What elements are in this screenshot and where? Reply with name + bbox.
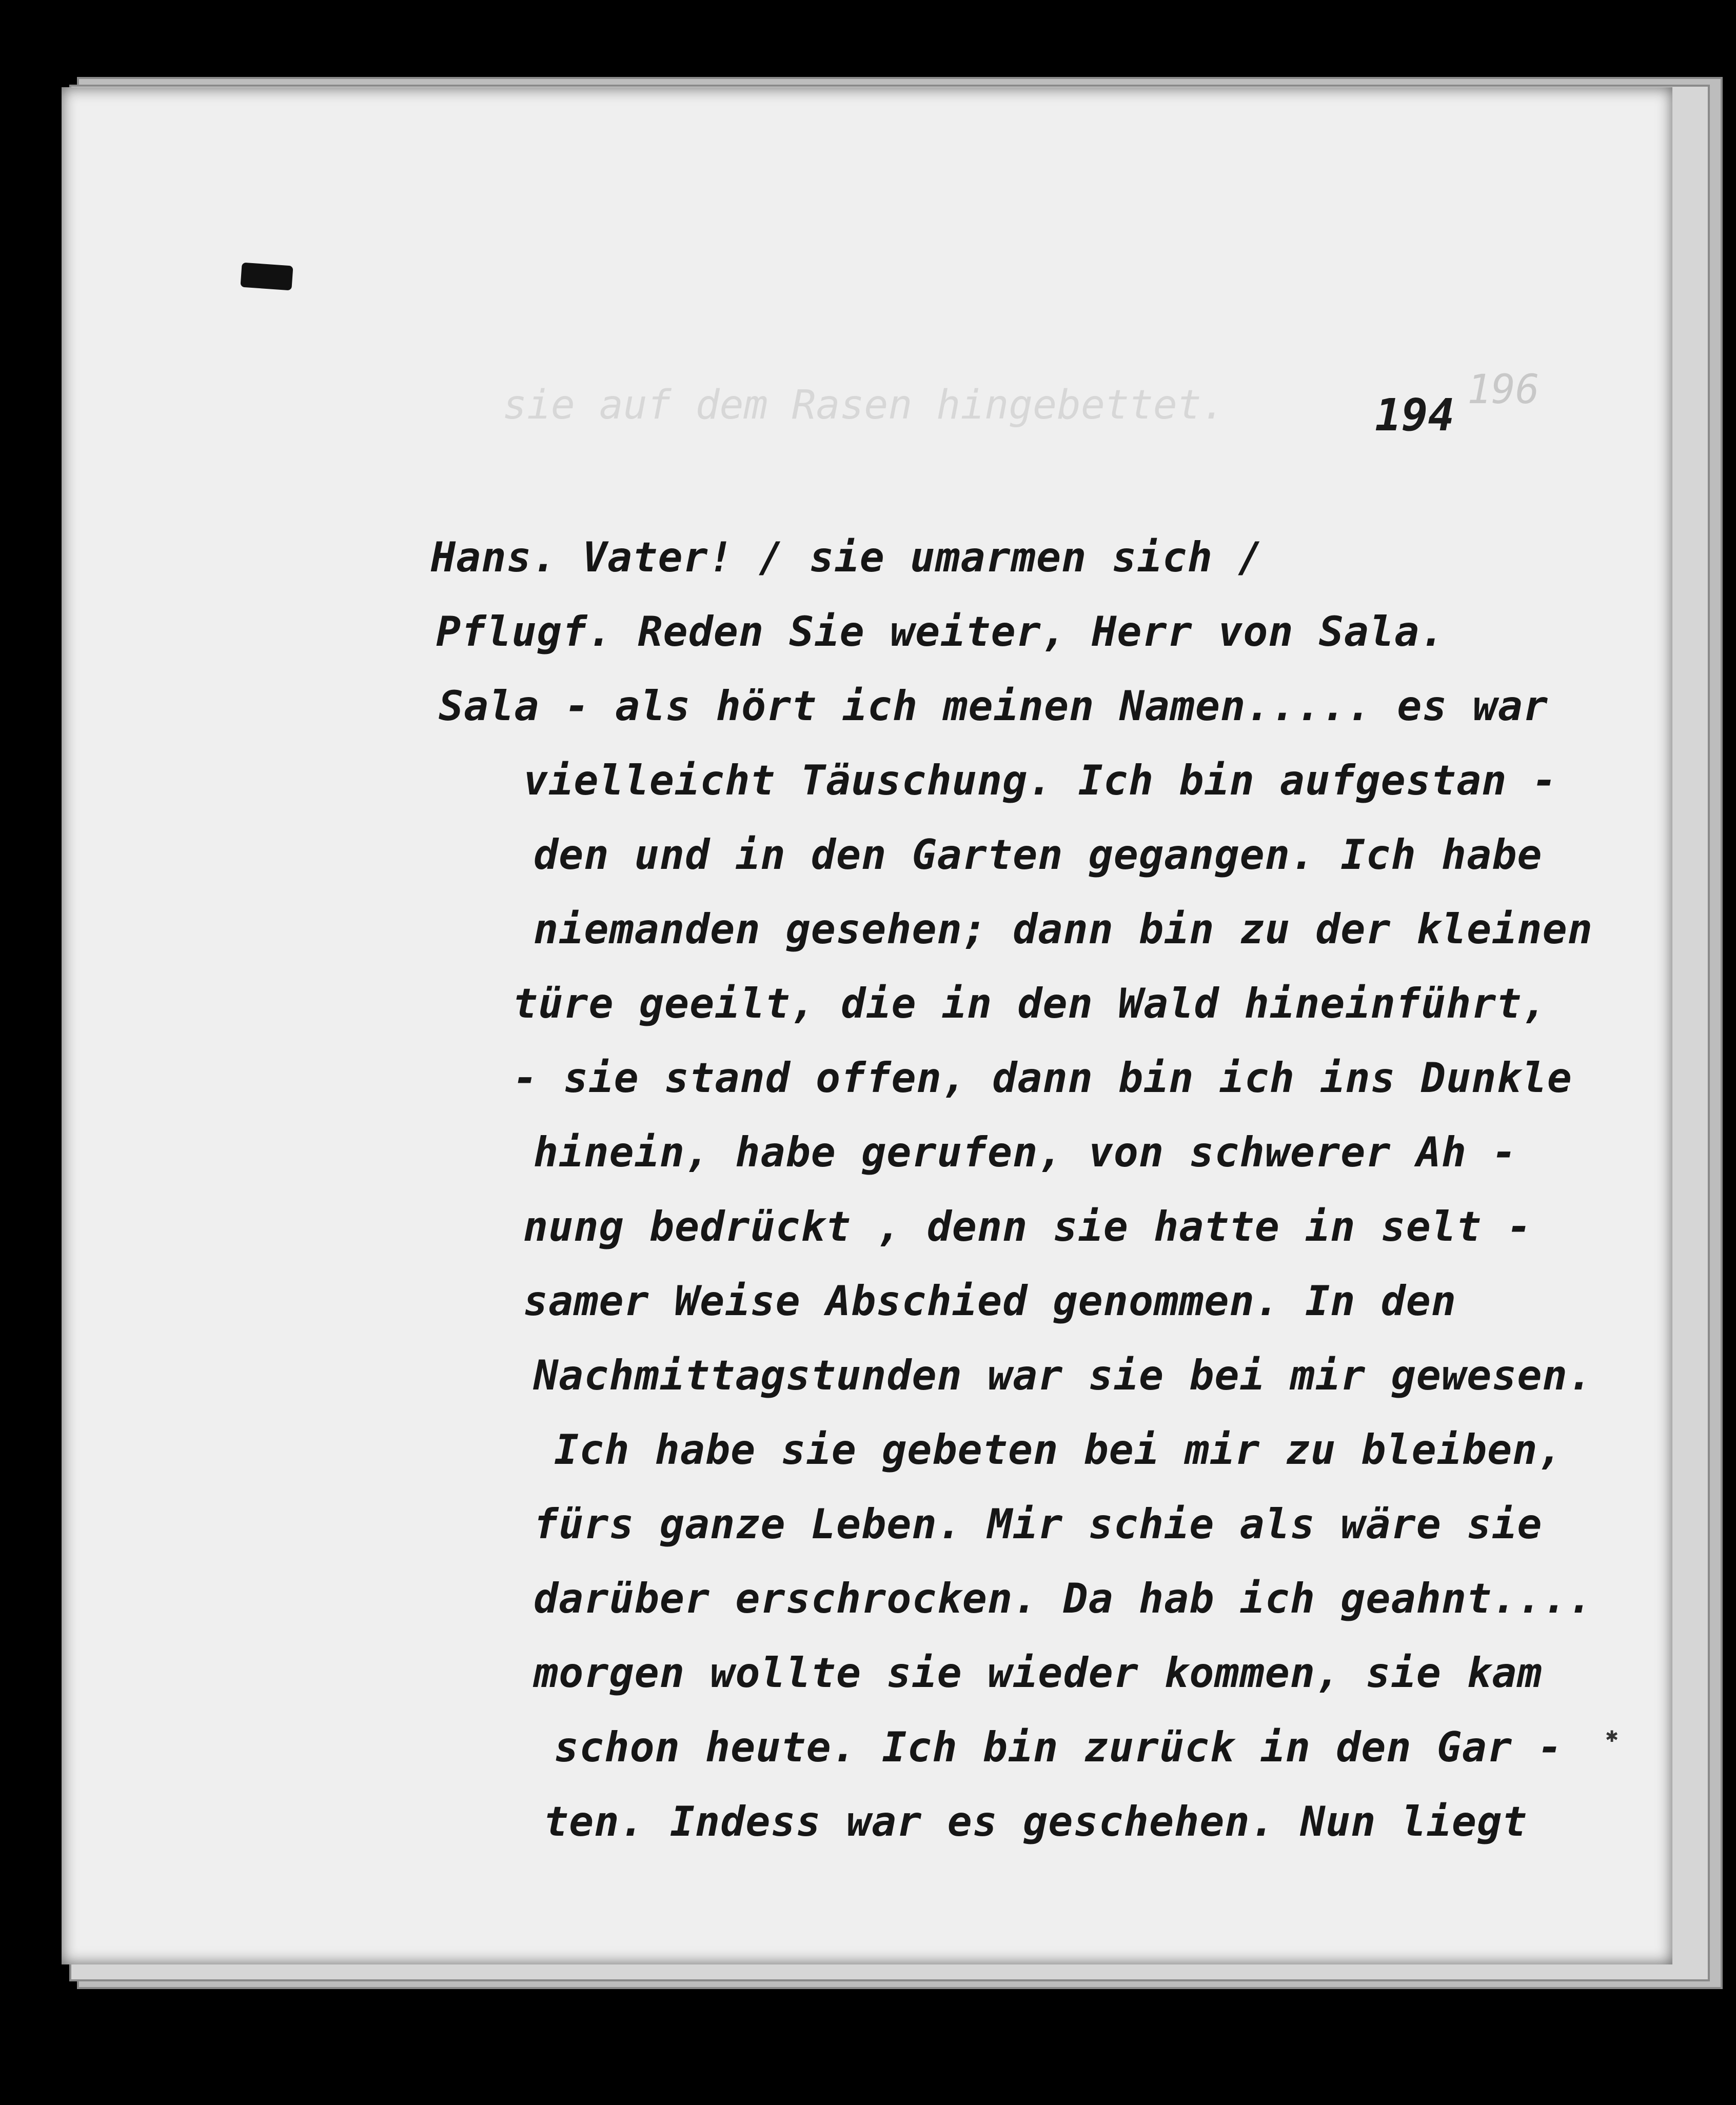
text-line: niemanden gesehen; dann bin zu der kleinen: [534, 905, 1593, 953]
text-line: Sala - als hört ich meinen Namen..... es war: [439, 682, 1549, 730]
text-line: türe geeilt, die in den Wald hineinführt,: [513, 980, 1547, 1027]
paper-clip-mark: [240, 263, 293, 291]
text-line: - sie stand offen, dann bin ich ins Dunkle: [513, 1054, 1572, 1102]
text-line: Pflugf. Reden Sie weiter, Herr von Sala.: [436, 608, 1445, 656]
text-line: ten. Indess war es geschehen. Nun liegt: [544, 1798, 1528, 1845]
bleed-through-text: sie auf dem Rasen hingebettet.: [503, 382, 1226, 428]
text-line: schon heute. Ich bin zurück in den Gar -: [554, 1723, 1563, 1771]
text-line: vielleicht Täuschung. Ich bin aufgestan -: [523, 757, 1557, 804]
text-line: nung bedrückt , denn sie hatte in selt -: [523, 1203, 1532, 1250]
ink-speck: ✱: [1606, 1723, 1619, 1747]
text-line: hinein, habe gerufen, von schwerer Ah -: [534, 1128, 1517, 1176]
page-number: 194: [1375, 390, 1455, 441]
text-line: Nachmittagstunden war sie bei mir gewesen.: [534, 1352, 1593, 1399]
text-line: Hans. Vater! / sie umarmen sich /: [431, 533, 1264, 581]
text-line: samer Weise Abschied genommen. In den: [523, 1277, 1457, 1325]
text-line: Ich habe sie gebeten bei mir zu bleiben,: [554, 1426, 1563, 1474]
faint-page-number: 196: [1467, 367, 1540, 413]
document-page: [62, 87, 1672, 1964]
text-line: den und in den Garten gegangen. Ich habe: [534, 831, 1543, 879]
text-line: morgen wollte sie wieder kommen, sie kam: [534, 1649, 1543, 1697]
text-line: fürs ganze Leben. Mir schie als wäre sie: [534, 1500, 1543, 1548]
text-line: darüber erschrocken. Da hab ich geahnt....: [534, 1575, 1593, 1622]
